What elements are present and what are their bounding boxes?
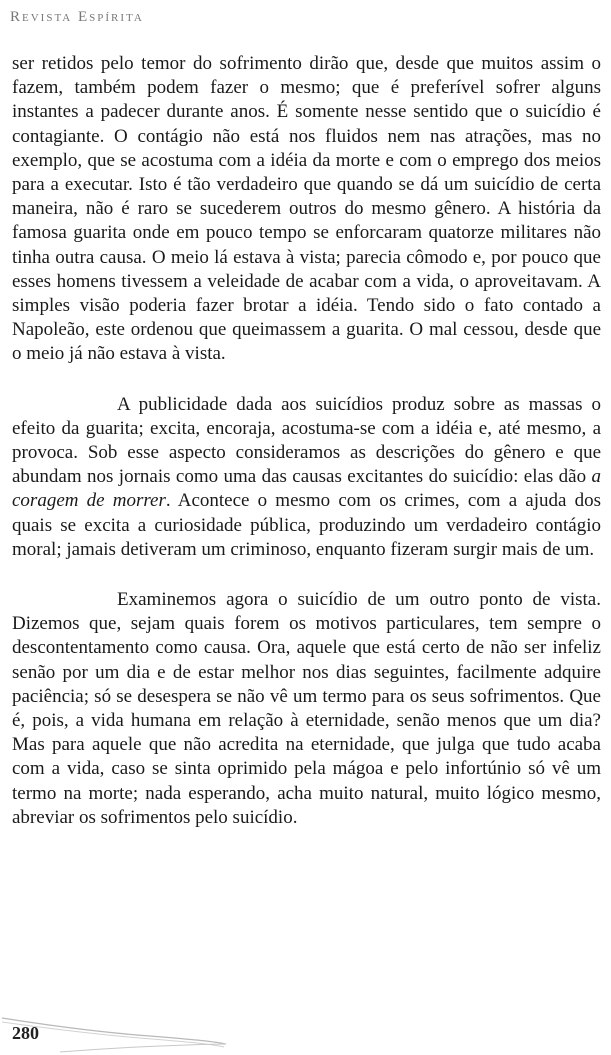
paragraph-1: [12, 52, 601, 367]
paragraph-3: [12, 588, 601, 830]
paragraph-2-emphasis: a coragem de morrer: [12, 466, 601, 512]
paragraph-3-text: Examinemos agora o suicídio de um outro ponto de vista. Dizemos que, sejam quais forem os motivos particulares, tem sempre o descontentamento como causa. Ora, aquele que está certo de não ser infeliz senão por um dia e de estar melhor nos dias seguintes, facilmente adquire paciência; só se desespera se não vê um termo para os seus sofrimentos. Que é, pois, a vida humana em relação à eternidade, senão menos que um dia? Mas para aquele que não acredita na eternidade, que julga que tudo acaba com a vida, caso se sinta oprimido pela mágoa e pelo infortúnio só vê um termo na morte; nada esperando, acha muito natural, muito lógico mesmo, abreviar os sofrimentos pelo suicídio.: [12, 589, 601, 828]
paragraph-1-text: ser retidos pelo temor do sofrimento dirão que, desde que muitos assim o fazem, também podem fazer o mesmo; que é preferível sofrer alguns instantes a padecer durante anos. É somente nesse sentido que o suicídio é contagiante. O contágio não está nos fluidos nem nas atrações, mas no exemplo, que se acostuma com a idéia da morte e com o emprego dos meios para a executar. Isto é tão verdadeiro que quando se dá um suicídio de certa maneira, não é raro se sucederem outros do mesmo gênero. A história da famosa guarita onde em pouco tempo se enforcaram quatorze militares não tinha outra causa. O meio lá estava à vista; parecia cômodo e, por pouco que esses homens tivessem a veleidade de acabar com a vida, o aproveitavam. A simples visão poderia fazer brotar a idéia. Tendo sido o fato contado a Napoleão, este ordenou que queimassem a guarita. O mal cessou, desde que o meio já não estava à vista.: [12, 53, 601, 365]
paragraph-2-text-after: . Acontece o mesmo com os crimes, com a ajuda dos quais se excita a curiosidade pública, produzindo um verdadeiro contágio moral; jamais detiveram um criminoso, enquanto fizeram surgir mais de um.: [12, 490, 601, 560]
running-head: Revista Espírita: [10, 9, 144, 25]
paragraph-2-text-before: A publicidade dada aos suicídios produz sobre as massas o efeito da guarita; excita, encoraja, acostuma-se com a idéia e, até mesmo, a provoca. Sob esse aspecto consideramos as descrições do gênero e que abundam nos jornais como uma das causas excitantes do suicídio: elas dão: [12, 393, 601, 488]
page-body: [12, 52, 601, 830]
page-number: 280: [12, 1023, 39, 1043]
paragraph-2: [12, 393, 601, 562]
